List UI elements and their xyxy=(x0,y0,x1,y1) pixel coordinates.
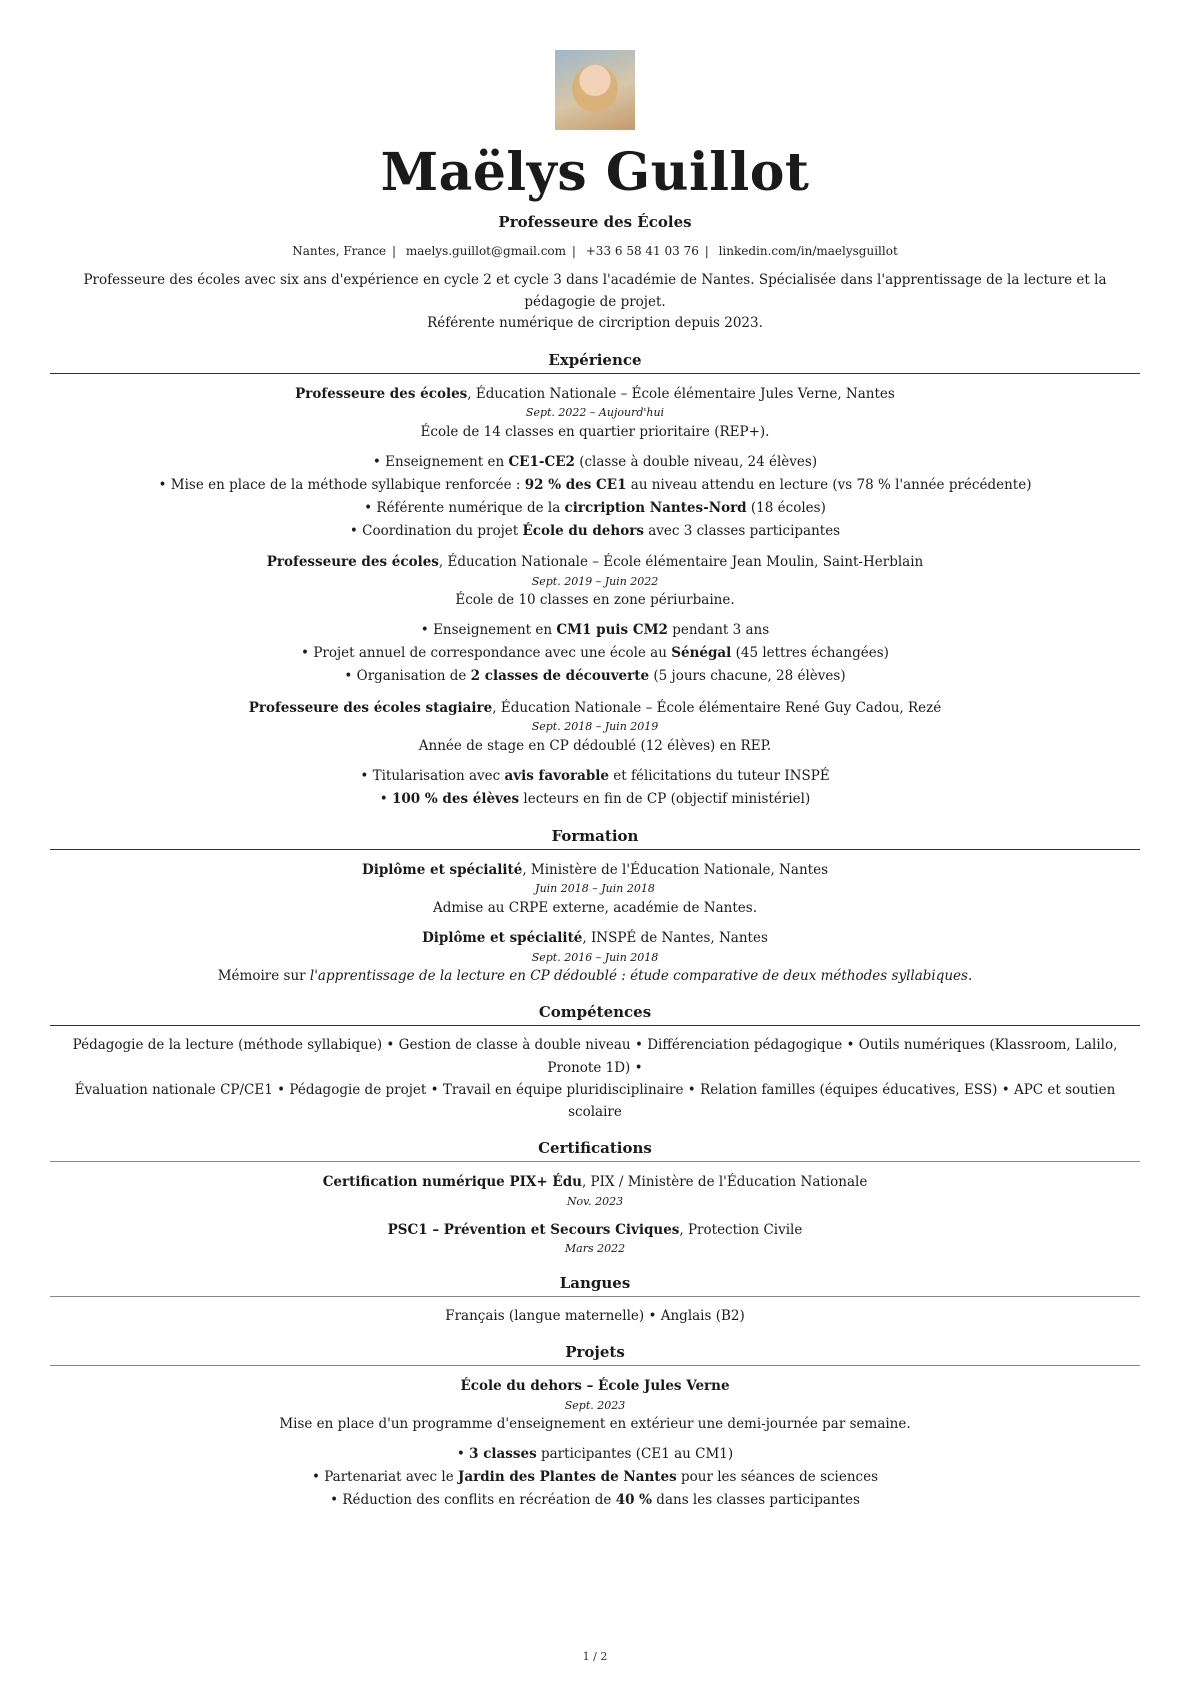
experience-entry xyxy=(50,384,1140,543)
section-title-education: Formation xyxy=(50,827,1140,850)
entry-title: Professeure des écoles xyxy=(266,554,439,571)
contact-separator: | xyxy=(391,244,396,259)
entry-date: Sept. 2023 xyxy=(564,1398,626,1412)
contact-location: Nantes, France xyxy=(292,244,387,259)
bullet-item: • Coordination du projet École du dehors avec 3 classes participantes xyxy=(50,520,1140,543)
bullet-item: • Réduction des conflits en récréation de 40 % dans les classes participantes xyxy=(50,1489,1140,1512)
contact-phone[interactable]: +33 6 58 41 03 76 xyxy=(585,244,699,259)
entry-description: Année de stage en CP dédoublé (12 élèves) en REP. xyxy=(418,737,772,754)
skill-item: Pédagogie de la lecture (méthode syllabique) xyxy=(72,1037,383,1054)
entry-heading xyxy=(50,1220,1140,1240)
contact-separator: | xyxy=(571,244,576,259)
contact-separator: | xyxy=(704,244,709,259)
summary-line: Référente numérique de circription depuis 2023. xyxy=(427,315,763,332)
section-title-skills: Compétences xyxy=(50,1003,1140,1026)
section-title-experience: Expérience xyxy=(50,351,1140,374)
bullet-item: • Enseignement en CM1 puis CM2 pendant 3 ans xyxy=(50,619,1140,642)
entry-title: Professeure des écoles xyxy=(295,385,468,402)
entry-org: , PIX / Ministère de l'Éducation Nationale xyxy=(581,1174,868,1191)
skills-list xyxy=(50,1034,1140,1123)
resume-content xyxy=(50,50,1140,1512)
entry-description: Admise au CRPE externe, académie de Nantes. xyxy=(432,899,757,916)
contact-email[interactable]: maelys.guillot@gmail.com xyxy=(405,244,567,259)
entry-heading xyxy=(50,384,1140,404)
skills-line: Pédagogie de la lecture (méthode syllabique) • Gestion de classe à double niveau • Différenciation pédagogique • Outils numériques (Klassroom, Lalilo, Pronote 1D) • xyxy=(72,1037,1118,1076)
entry-heading xyxy=(50,860,1140,880)
entry-title: Certification numérique PIX+ Édu xyxy=(322,1174,582,1191)
entry-description: École de 10 classes en zone périurbaine. xyxy=(455,592,735,609)
contact-line xyxy=(50,244,1140,258)
entry-heading xyxy=(50,1376,1140,1396)
entry-title: Diplôme et spécialité xyxy=(422,930,583,947)
experience-entry xyxy=(50,552,1140,688)
entry-org: , Éducation Nationale – École élémentaire Jules Verne, Nantes xyxy=(467,385,895,402)
certification-entry xyxy=(50,1172,1140,1210)
project-entry xyxy=(50,1376,1140,1512)
language-item: Français (langue maternelle) xyxy=(445,1307,645,1324)
entry-title: École du dehors – École Jules Verne xyxy=(460,1378,730,1395)
bullet-item: • Projet annuel de correspondance avec une école au Sénégal (45 lettres échangées) xyxy=(50,642,1140,665)
skill-item: Travail en équipe pluridisciplinaire xyxy=(442,1081,684,1098)
bullet-item: • Mise en place de la méthode syllabique renforcée : 92 % des CE1 au niveau attendu en lecture (vs 78 % l'année précédente) xyxy=(50,474,1140,497)
languages-list: Français (langue maternelle) • Anglais (B2) xyxy=(445,1307,745,1324)
skill-item: Gestion de classe à double niveau xyxy=(398,1037,631,1054)
entry-org: , INSPÉ de Nantes, Nantes xyxy=(582,930,768,947)
skill-item: Pédagogie de projet xyxy=(289,1081,427,1098)
bullet-item: • Organisation de 2 classes de découverte (5 jours chacune, 28 élèves) xyxy=(50,665,1140,688)
bullet-list xyxy=(50,1443,1140,1512)
bullet-item: • Référente numérique de la circription Nantes-Nord (18 écoles) xyxy=(50,497,1140,520)
entry-date: Sept. 2022 – Aujourd'hui xyxy=(525,406,665,420)
summary xyxy=(50,270,1140,335)
entry-date: Sept. 2018 – Juin 2019 xyxy=(531,720,659,734)
section-title-certifications: Certifications xyxy=(50,1139,1140,1162)
entry-org: , Éducation Nationale – École élémentaire Jean Moulin, Saint-Herblain xyxy=(438,554,924,571)
skill-item: Outils numériques (Klassroom, Lalilo, Pronote 1D) xyxy=(547,1037,1118,1076)
skill-item: Relation familles (équipes éducatives, ESS) xyxy=(700,1081,998,1098)
section-title-projects: Projets xyxy=(50,1343,1140,1366)
summary-line: Professeure des écoles avec six ans d'expérience en cycle 2 et cycle 3 dans l'académie de Nantes. Spécialisée dans l'apprentissage de la lecture et la pédagogie de projet. xyxy=(83,272,1107,310)
bullet-list xyxy=(50,451,1140,543)
entry-title: Diplôme et spécialité xyxy=(362,861,523,878)
entry-title: PSC1 – Prévention et Secours Civiques xyxy=(387,1222,680,1239)
entry-heading xyxy=(50,698,1140,718)
entry-heading xyxy=(50,1172,1140,1192)
entry-heading xyxy=(50,928,1140,948)
entry-date: Nov. 2023 xyxy=(566,1194,624,1208)
education-entry xyxy=(50,928,1140,987)
bullet-list xyxy=(50,619,1140,688)
experience-entry xyxy=(50,698,1140,811)
entry-org: , Éducation Nationale – École élémentaire René Guy Cadou, Rezé xyxy=(492,700,942,717)
certification-entry xyxy=(50,1220,1140,1258)
entry-date: Sept. 2016 – Juin 2018 xyxy=(531,950,659,964)
bullet-item: • Enseignement en CE1-CE2 (classe à double niveau, 24 élèves) xyxy=(50,451,1140,474)
entry-heading xyxy=(50,552,1140,572)
entry-description: Mise en place d'un programme d'enseignement en extérieur une demi-journée par semaine. xyxy=(279,1416,911,1433)
skills-line: Évaluation nationale CP/CE1 • Pédagogie de projet • Travail en équipe pluridisciplinaire • Relation familles (équipes éducatives, ESS) • APC et soutien scolaire xyxy=(74,1081,1116,1121)
bullet-item: • Titularisation avec avis favorable et félicitations du tuteur INSPÉ xyxy=(50,765,1140,788)
contact-linkedin[interactable]: linkedin.com/in/maelysguillot xyxy=(718,244,898,259)
entry-org: , Ministère de l'Éducation Nationale, Nantes xyxy=(522,861,828,878)
entry-description: École de 14 classes en quartier prioritaire (REP+). xyxy=(420,423,770,440)
education-entry xyxy=(50,860,1140,919)
section-title-languages: Langues xyxy=(50,1274,1140,1297)
headline: Professeure des Écoles xyxy=(498,213,692,232)
entry-date: Juin 2018 – Juin 2018 xyxy=(535,881,655,895)
bullet-list xyxy=(50,765,1140,811)
bullet-item: • Partenariat avec le Jardin des Plantes de Nantes pour les séances de sciences xyxy=(50,1466,1140,1489)
profile-photo xyxy=(555,50,635,130)
candidate-name: Maëlys Guillot xyxy=(380,142,810,203)
entry-date: Sept. 2019 – Juin 2022 xyxy=(531,574,659,588)
entry-description: Mémoire sur l'apprentissage de la lecture en CP dédoublé : étude comparative de deux méthodes syllabiques. xyxy=(217,968,973,985)
entry-org: , Protection Civile xyxy=(679,1222,803,1239)
bullet-item: • 3 classes participantes (CE1 au CM1) xyxy=(50,1443,1140,1466)
page-number: 1 / 2 xyxy=(582,1650,608,1663)
entry-date: Mars 2022 xyxy=(564,1242,626,1256)
skill-item: Évaluation nationale CP/CE1 xyxy=(74,1081,273,1098)
bullet-item: • 100 % des élèves lecteurs en fin de CP (objectif ministériel) xyxy=(50,788,1140,811)
language-item: Anglais (B2) xyxy=(660,1307,745,1324)
entry-title: Professeure des écoles stagiaire xyxy=(248,700,493,717)
skill-item: APC et soutien scolaire xyxy=(568,1081,1116,1121)
skill-item: Différenciation pédagogique xyxy=(647,1037,843,1054)
